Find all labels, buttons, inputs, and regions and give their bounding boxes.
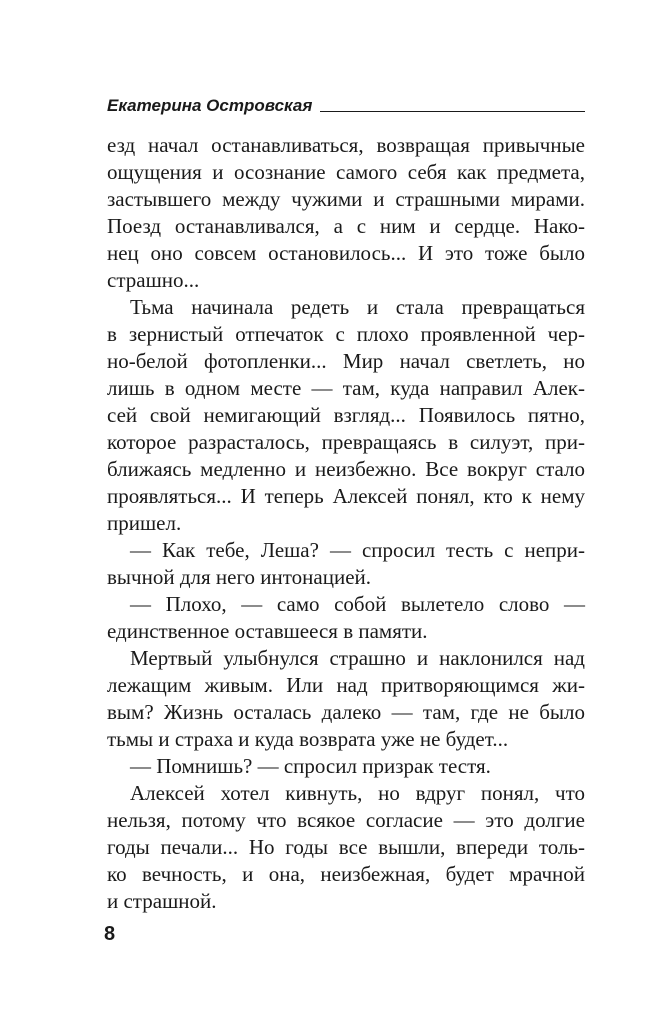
text-line: единственное оставшееся в памяти. [107,619,428,643]
text-line: вычной для него интонацией. [107,565,372,589]
text-line: вым? Жизнь осталась далеко — там, где не было [107,700,585,724]
text-line: Тьма начинала редеть и стала превращаться [130,295,585,319]
text-line: — Плохо, — само собой вылетело слово — [130,592,585,616]
text-line: лежащим живым. Или над притворяющимся жи- [107,673,585,697]
author-name: Екатерина Островская [107,96,313,115]
text-line: застывшего между чужими и страшными мирами. [107,187,585,211]
text-line: сей свой немигающий взгляд... Появилось пятно, [107,403,585,427]
page-number: 8 [104,923,116,945]
text-line: тьмы и страха и куда возврата уже не будет... [107,727,509,751]
text-line: которое разрасталось, превращаясь в силуэт, при- [107,430,585,454]
text-line: лишь в одном месте — там, куда направил Алек- [107,376,585,400]
header-rule [320,111,585,112]
text-line: ближаясь медленно и неизбежно. Все вокруг стало [107,457,585,481]
text-line: Мертвый улыбнулся страшно и наклонился над [130,646,585,670]
text-line: езд начал останавливаться, возвращая привычные [107,133,585,157]
text-line: и страшной. [107,889,217,913]
text-line: проявляться... И теперь Алексей понял, кто к нему [107,484,585,508]
text-line: ощущения и осознание самого себя как предмета, [107,160,585,184]
text-line: Поезд останавливался, а с ним и сердце. Нако- [107,214,585,238]
text-line: пришел. [107,511,182,535]
body-text [107,132,585,915]
text-line: годы печали... Но годы все вышли, впереди толь- [107,835,585,859]
text-line: — Помнишь? — спросил призрак тестя. [130,754,491,778]
text-line: ко вечность, и она, неизбежная, будет мрачной [107,862,585,886]
text-line: нец оно совсем остановилось... И это тоже было [107,241,585,265]
text-line: в зернистый отпечаток с плохо проявленной чер- [107,322,585,346]
text-line: Алексей хотел кивнуть, но вдруг понял, что [130,781,585,805]
text-line: но-белой фотопленки... Мир начал светлеть, но [107,349,585,373]
running-header [107,92,585,116]
text-line: нельзя, потому что всякое согласие — это долгие [107,808,585,832]
text-line: — Как тебе, Леша? — спросил тесть с непри- [130,538,585,562]
text-line: страшно... [107,268,200,292]
